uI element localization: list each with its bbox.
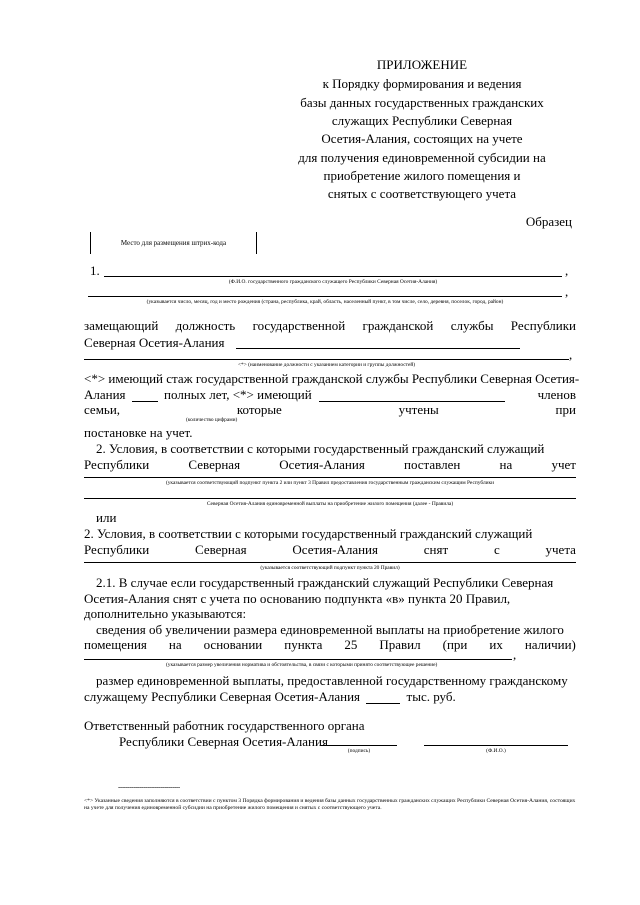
experience-line-4: постановке на учет. [84,425,193,440]
experience-line-2 [84,387,576,402]
item-number: 1. [90,263,100,278]
comma: , [513,647,517,662]
heading-line: ПРИЛОЖЕНИЕ [376,57,468,72]
heading-line: к Порядку формирования и ведения [322,76,522,91]
barcode-placeholder: Место для размещения штрих-кода [90,232,257,254]
experience-line-3 [84,402,576,417]
word: служащему Республики Северная Осетия-Алания [84,689,361,704]
word: пункта [284,637,323,652]
fio-signature-hint: (Ф.И.О.) [486,748,506,754]
heading-line: для получения единовременной субсидии на [298,150,546,165]
word: тыс. руб. [406,689,456,704]
word: их [489,637,503,652]
position-line-2: Северная Осетия-Алания [84,335,225,350]
fio-field[interactable] [104,276,562,277]
signature-line-2: Республики Северная Осетия-Алания [119,734,328,749]
item21-line-1: 2.1. В случае если государственный гражданский служащий Республики Северная [96,575,554,590]
word: Республики [84,457,150,472]
word: снят [423,542,449,557]
word: поставлен [404,457,461,472]
word: помещения [84,637,147,652]
signature-field[interactable] [321,745,397,746]
signature-line-1: Ответственный работник государственного органа [84,718,365,733]
word: при [555,402,576,417]
word: Осетия-Алания [292,542,378,557]
item2a-line-2 [84,457,576,472]
fio-signature-field[interactable] [424,745,568,746]
item21-line-3: дополнительно указываются: [84,606,247,621]
word: Алания [84,387,126,402]
word: наличии) [524,637,576,652]
word: гражданской [362,318,434,333]
birth-hint: (указывается число, месяц, год и место рождения (страна, республика, край, область, населенный пункт, в том числе, село, деревня, поселок, город, район) [146,299,504,305]
word: замещающий [84,318,159,333]
word: Республики [510,318,576,333]
word: Правил [379,637,421,652]
word: учета [545,542,576,557]
comma: , [565,263,569,278]
payment-amount-field[interactable] [366,703,400,704]
heading-line: базы данных государственных гражданских [300,95,544,110]
signature-hint: (подпись) [347,748,371,754]
conditions-hint-2: Северная Осетия-Алания единовременной выплаты на приобретение жилого помещения (далее - Правила) [206,501,454,507]
item21-line-2: Осетия-Алания снят с учета по основанию подпункта «в» пункта 20 Правил, [84,591,511,606]
word: учтены [398,402,439,417]
heading-line: Осетия-Алания, состоящих на учете [321,131,523,146]
word: основании [203,637,263,652]
position-field[interactable] [236,348,520,349]
conditions-field[interactable] [84,477,576,478]
word: должность [175,318,236,333]
item2b-line-2 [84,542,576,557]
increase-field[interactable] [84,659,512,660]
footnote-separator: -------------------------------- [118,783,180,791]
heading-line: снятых с соответствующего учета [327,186,517,201]
word: с [493,542,500,557]
word: (при [442,637,468,652]
item2b-line-1: 2. Условия, в соответствии с которыми государственный гражданский служащий [84,526,533,541]
payment-line-2 [84,689,456,704]
word: Северная [195,542,247,557]
removal-field[interactable] [84,562,576,563]
removal-hint: (указывается соответствующий подпункт пункта 20 Правил) [260,565,400,571]
fio-hint: (Ф.И.О. государственного гражданского служащего Республики Северная Осетия-Алания) [228,279,438,285]
or-label: или [96,510,117,525]
word: которые [236,402,282,417]
word: на [168,637,182,652]
position-field-2[interactable] [84,359,569,360]
word: государственной [252,318,346,333]
footnote-text: <*> Указанные сведения заполняются в соответствии с пунктом 3 Порядка формирования и ведения базы данных государственных гражданских служащих Республики Северная Осетия-Алания, состоящих на учете для получения единовременной субсидии на приобретение жилого помещения и снятых с соответствующего учета. [84,798,576,811]
comma: , [569,347,573,362]
word: Северная [188,457,241,472]
conditions-field-2[interactable] [84,498,576,499]
birth-field[interactable] [88,296,562,297]
word: полных лет, <*> имеющий [164,387,312,402]
word: членов [537,387,576,402]
position-hint: <*> (наименование должности с указанием категории и группы должностей) [237,362,416,368]
sample-label: Образец [525,214,572,229]
payment-line-1: размер единовременной выплаты, предоставленной государственному гражданскому [96,673,568,688]
word: службы [450,318,494,333]
heading-line: приобретение жилого помещения и [323,168,521,183]
word: на [499,457,513,472]
word: Осетия-Алания [279,457,365,472]
word: семьи, [84,402,121,417]
experience-line-1: <*> имеющий стаж государственной гражданской службы Республики Северная Осетия- [84,371,580,386]
item21-line-4: сведения об увеличении размера единовременной выплаты на приобретение жилого [96,622,564,637]
conditions-hint-1: (указывается соответствующий подпункт пункта 2 или пункт 3 Правил предоставления государственным гражданским служащим Республики [165,480,495,486]
item21-line-5 [84,637,576,652]
digits-hint: (количество цифрами) [186,417,238,423]
word: 25 [344,637,358,652]
item2a-line-1: 2. Условия, в соответствии с которыми государственный гражданский служащий [96,441,545,456]
heading-line: служащих Республики Северная [331,113,513,128]
position-line-1 [84,318,576,333]
word: Республики [84,542,150,557]
word: учет [551,457,576,472]
increase-hint: (указывается размер увеличения норматива и обстоятельства, в связи с которыми принято соответствующее решение) [166,662,438,668]
comma: , [565,284,569,299]
